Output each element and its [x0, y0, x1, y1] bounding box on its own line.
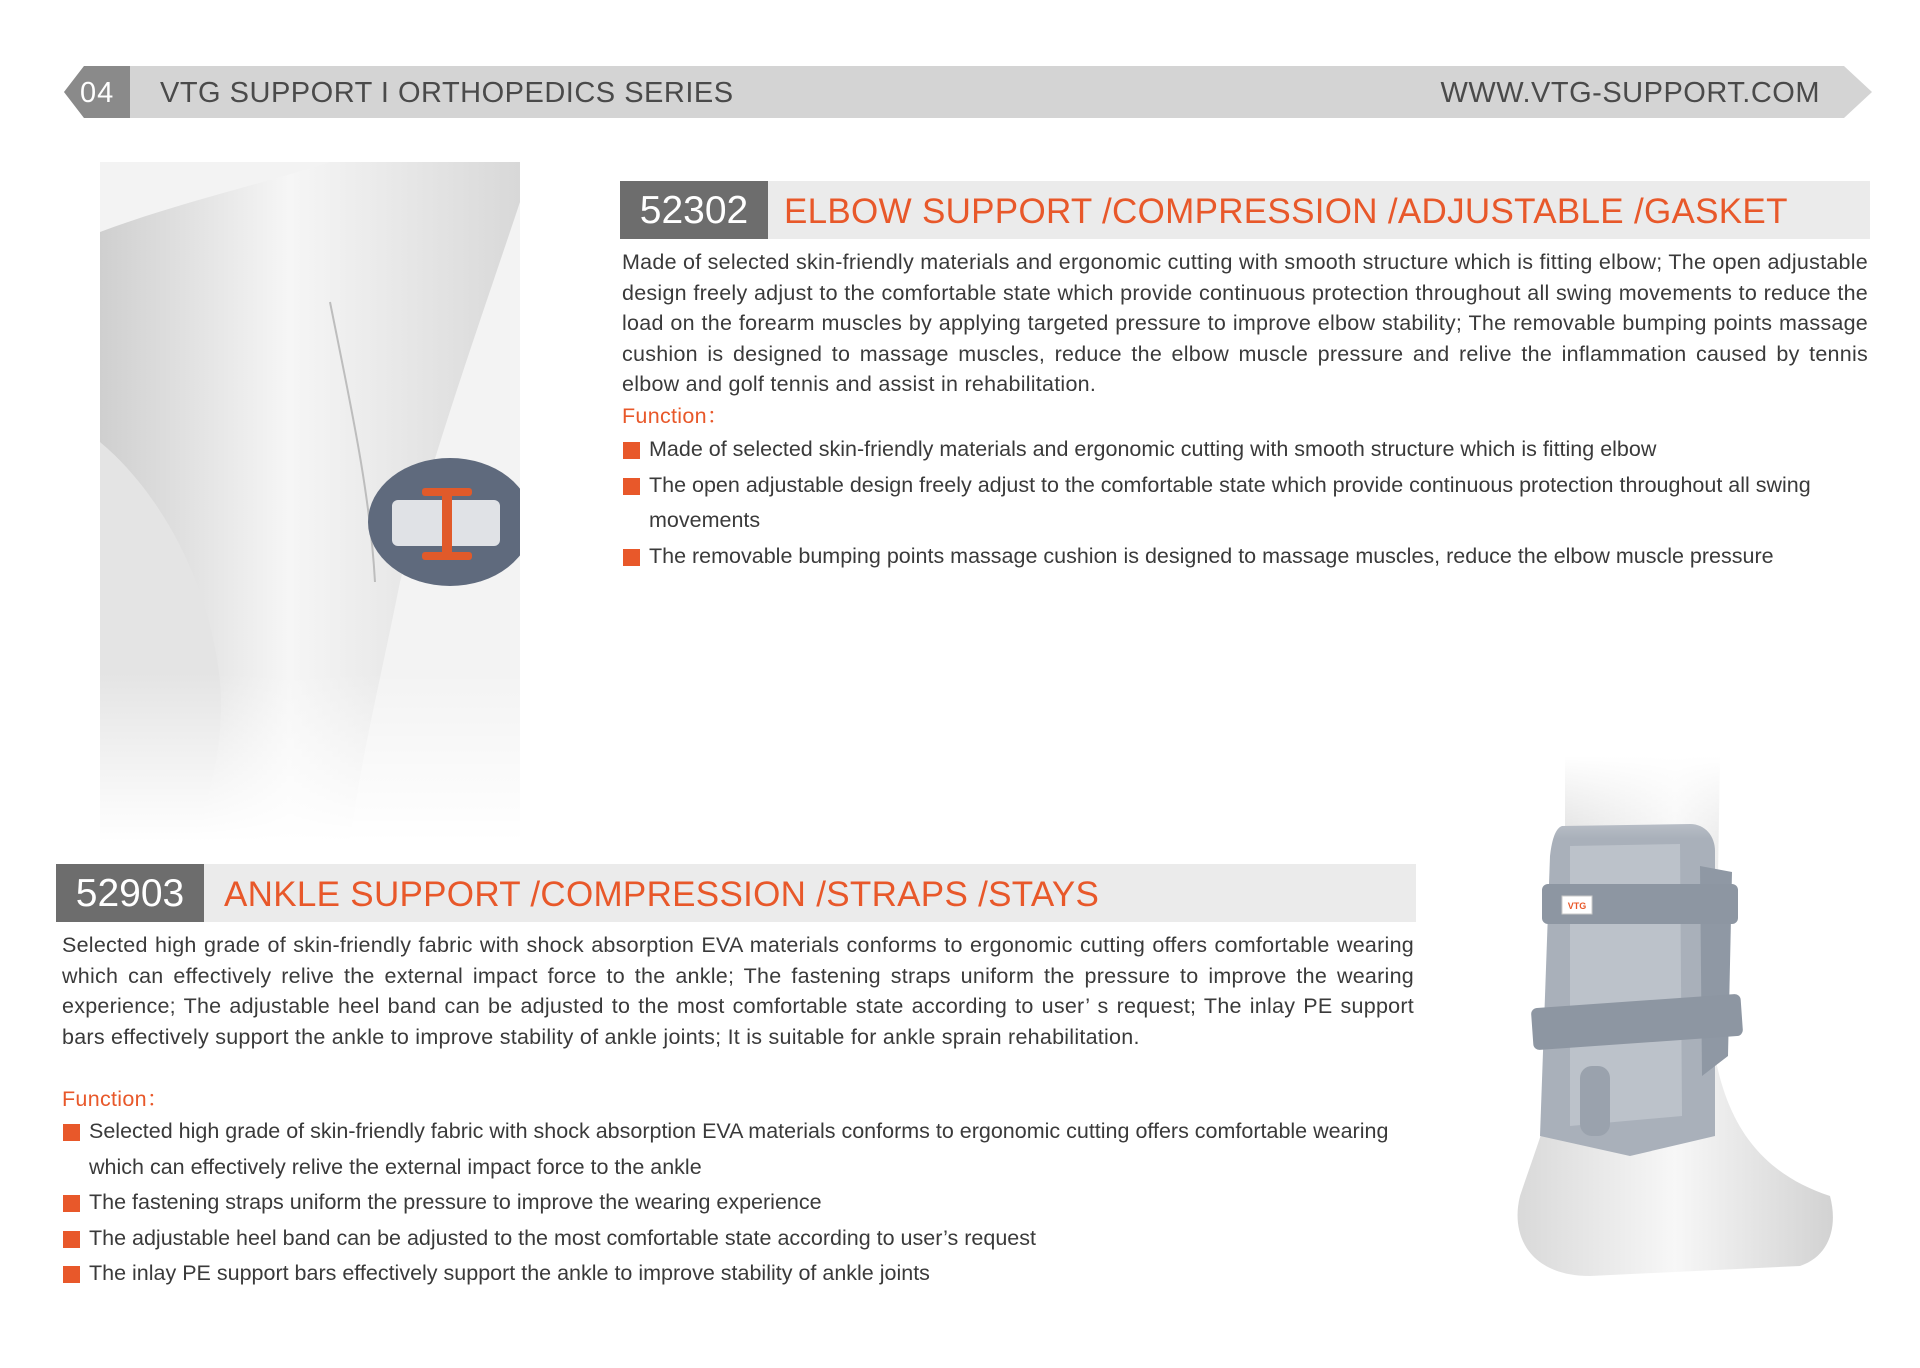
bullet-square-icon [63, 1124, 80, 1141]
list-item: The removable bumping points massage cushion is designed to massage muscles, reduce the elbow muscle pressure [622, 539, 1882, 575]
ankle-section-title-bar [56, 864, 1416, 922]
elbow-section-title-bar [620, 181, 1870, 239]
list-item: The adjustable heel band can be adjusted to the most comfortable state according to user’s request [62, 1221, 1402, 1257]
ankle-product-code: 52903 [56, 864, 204, 922]
elbow-function-label: Function： [622, 404, 729, 428]
bullet-square-icon [63, 1195, 80, 1212]
bullet-square-icon [63, 1231, 80, 1248]
ankle-description: Selected high grade of skin-friendly fabric with shock absorption EVA materials conforms to ergonomic cutting offers comfortable wearing which can effectively relive the external impact force to the ankle; The fastening straps uniform the pressure to improve the wearing experience; The adjustable heel band can be adjusted to the most comfortable state according to user’ s request; The inlay PE support bars effectively support the ankle to improve stability of ankle joints; It is suitable for ankle sprain rehabilitation. [62, 933, 1414, 1049]
elbow-product-title: ELBOW SUPPORT /COMPRESSION /ADJUSTABLE /GASKET [784, 192, 1788, 231]
elbow-product-code: 52302 [620, 181, 768, 239]
series-title: VTG SUPPORT I ORTHOPEDICS SERIES [160, 77, 734, 109]
elbow-function-list [622, 432, 1882, 574]
bullet-square-icon [623, 549, 640, 566]
list-item: The open adjustable design freely adjust to the comfortable state which provide continuous protection throughout all swing movements [622, 468, 1882, 539]
list-item: The fastening straps uniform the pressure to improve the wearing experience [62, 1185, 1402, 1221]
bullet-square-icon [623, 442, 640, 459]
elbow-description: Made of selected skin-friendly materials and ergonomic cutting with smooth structure which is fitting elbow; The open adjustable design freely adjust to the comfortable state which provide continuous protection throughout all swing movements to reduce the load on the forearm muscles by applying targeted pressure to improve elbow stability; The removable bumping points massage cushion is designed to massage muscles, reduce the elbow muscle pressure and relive the inflammation caused by tennis elbow and golf tennis and assist in rehabilitation. [622, 250, 1868, 396]
list-item: Made of selected skin-friendly materials and ergonomic cutting with smooth structure which is fitting elbow [622, 432, 1882, 468]
ankle-function-list [62, 1114, 1402, 1292]
page-number: 04 [80, 77, 115, 109]
ankle-support-photo [1470, 756, 1840, 1306]
website-url: WWW.VTG-SUPPORT.COM [1440, 77, 1820, 109]
page-header [64, 66, 1874, 118]
elbow-support-photo [100, 162, 520, 842]
ankle-function-label: Function： [62, 1087, 169, 1111]
ankle-product-title: ANKLE SUPPORT /COMPRESSION /STRAPS /STAYS [224, 875, 1100, 914]
bullet-square-icon [623, 478, 640, 495]
list-item: Selected high grade of skin-friendly fabric with shock absorption EVA materials conforms to ergonomic cutting offers comfortable wearing which can effectively relive the external impact force to the ankle [62, 1114, 1402, 1185]
list-item: The inlay PE support bars effectively support the ankle to improve stability of ankle joints [62, 1256, 1402, 1292]
bullet-square-icon [63, 1266, 80, 1283]
